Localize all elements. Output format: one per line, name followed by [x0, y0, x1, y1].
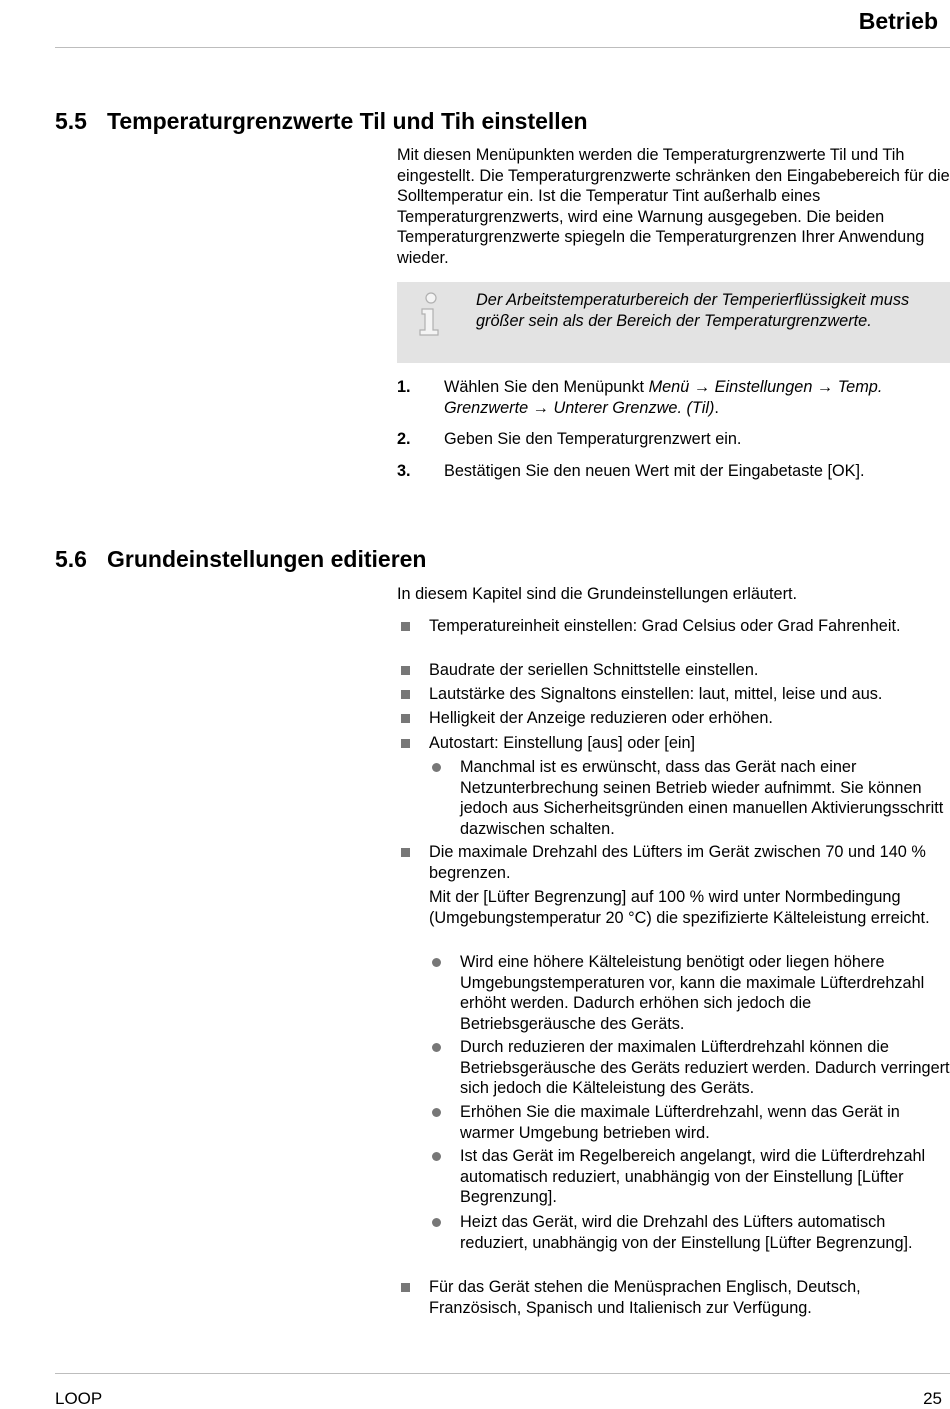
- round-bullet: [432, 958, 441, 967]
- square-bullet: [401, 848, 410, 857]
- list-item-text: Baudrate der seriellen Schnittstelle einstellen.: [429, 661, 759, 679]
- running-header: Betrieb: [858, 8, 938, 34]
- sub-list-item-text: Heizt das Gerät, wird die Drehzahl des Lüfters automatisch reduziert, unabhängig von der Einstellung [Lüfter Begrenzung].: [460, 1213, 913, 1252]
- step-number: 2.: [397, 430, 411, 448]
- section-number: 5.6: [55, 546, 87, 572]
- round-bullet: [432, 1152, 441, 1161]
- section-heading-5-6: [55, 546, 426, 573]
- step-end: .: [714, 399, 719, 417]
- sub-list-item-text: Erhöhen Sie die maximale Lüfterdrehzahl, wenn das Gerät in warmer Umgebung betrieben wird.: [460, 1103, 900, 1142]
- square-bullet: [401, 666, 410, 675]
- step-text: Geben Sie den Temperaturgrenzwert ein.: [444, 430, 742, 448]
- square-bullet: [401, 690, 410, 699]
- info-note: [397, 282, 950, 363]
- list-item-text: Lautstärke des Signaltons einstellen: laut, mittel, leise und aus.: [429, 685, 883, 703]
- list-item-text: Temperatureinheit einstellen: Grad Celsius oder Grad Fahrenheit.: [429, 617, 901, 635]
- round-bullet: [432, 1043, 441, 1052]
- list-item: [397, 842, 950, 883]
- list-item: [397, 684, 950, 705]
- round-bullet: [432, 763, 441, 772]
- sub-list-item: [428, 757, 950, 839]
- page-number: 25: [923, 1389, 942, 1408]
- sub-list-item-text: Ist das Gerät im Regelbereich angelangt, wird die Lüfterdrehzahl automatisch reduziert, unabhängig von der Einstellung [Lüfter Begrenzung].: [460, 1147, 926, 1206]
- step-number: 3.: [397, 462, 411, 480]
- list-item-text: Helligkeit der Anzeige reduzieren oder erhöhen.: [429, 709, 773, 727]
- sub-list-item: [428, 1146, 950, 1208]
- square-bullet: [401, 622, 410, 631]
- header-rule: [55, 47, 950, 48]
- note-text: Der Arbeitstemperaturbereich der Temperierflüssigkeit muss größer sein als der Bereich der Temperaturgrenzwerte.: [476, 291, 910, 330]
- sub-list-item-text: Wird eine höhere Kälteleistung benötigt oder liegen höhere Umgebungstemperaturen vor, kann die maximale Lüfterdrehzahl erhöht werden. Dadurch erhöhen sich jedoch die Betriebsgeräusche des Geräts.: [460, 953, 925, 1033]
- list-item: [397, 708, 950, 729]
- step-1: [397, 377, 950, 419]
- list-item: [397, 1277, 950, 1318]
- step-text: Bestätigen Sie den neuen Wert mit der Eingabetaste [OK].: [444, 462, 865, 480]
- round-bullet: [432, 1218, 441, 1227]
- list-item: [397, 660, 950, 681]
- sub-list-item: [428, 1212, 950, 1253]
- list-item-text: Die maximale Drehzahl des Lüfters im Gerät zwischen 70 und 140 % begrenzen.: [429, 843, 926, 882]
- list-item: [397, 733, 950, 754]
- sub-list-item: [428, 1037, 950, 1099]
- step-text: Wählen Sie den Menüpunkt: [444, 378, 645, 396]
- menu-path: Menü → Einstellungen → Temp. Grenzwerte → Unterer Grenzwe. (Til): [444, 378, 883, 417]
- step-3: [397, 461, 950, 482]
- section-intro-5-6: In diesem Kapitel sind die Grundeinstellungen erläutert.: [397, 585, 798, 603]
- sub-list-item-text: Manchmal ist es erwünscht, dass das Gerät nach einer Netzunterbrechung seinen Betrieb wieder aufnimmt. Sie können jedoch aus Sicherheitsgründen einen manuellen Aktivierungsschritt dazwischen schalten.: [460, 758, 944, 838]
- section-title: Temperaturgrenzwerte Til und Tih einstellen: [107, 108, 588, 134]
- step-2: [397, 429, 950, 450]
- info-icon: [417, 292, 441, 336]
- list-item-text: Für das Gerät stehen die Menüsprachen Englisch, Deutsch, Französisch, Spanisch und Italienisch zur Verfügung.: [429, 1278, 861, 1317]
- sub-list-item-text: Durch reduzieren der maximalen Lüfterdrehzahl können die Betriebsgeräusche des Geräts reduziert werden. Dadurch verringert sich jedoch die Kälteleistung des Geräts.: [460, 1038, 950, 1097]
- square-bullet: [401, 739, 410, 748]
- list-item: [397, 616, 950, 637]
- section-title: Grundeinstellungen editieren: [107, 546, 427, 572]
- round-bullet: [432, 1108, 441, 1117]
- square-bullet: [401, 1283, 410, 1292]
- sub-list-item: [428, 952, 950, 1034]
- list-item-text: Autostart: Einstellung [aus] oder [ein]: [429, 734, 696, 752]
- list-item-continuation: Mit der [Lüfter Begrenzung] auf 100 % wird unter Normbedingung (Umgebungstemperatur 20 °C) die spezifizierte Kälteleistung erreicht.: [429, 888, 930, 927]
- section-intro-5-5: [397, 145, 950, 268]
- footer-product: LOOP: [55, 1389, 103, 1408]
- sub-list-item: [428, 1102, 950, 1143]
- intro-paragraph: Mit diesen Menüpunkten werden die Temperaturgrenzwerte Til und Tih eingestellt. Die Temperaturgrenzwerte schränken den Eingabebereich für die Solltemperatur ein. Ist die Temperatur Tint außerhalb eines Temperaturgrenzwerts, wird eine Warnung ausgegeben. Die beiden Temperaturgrenzwerte spiegeln die Temperaturgrenzen Ihrer Anwendung wieder.: [397, 146, 950, 267]
- section-number: 5.5: [55, 108, 87, 134]
- footer-rule: [55, 1373, 950, 1374]
- section-heading-5-5: [55, 108, 588, 135]
- step-number: 1.: [397, 378, 411, 396]
- square-bullet: [401, 714, 410, 723]
